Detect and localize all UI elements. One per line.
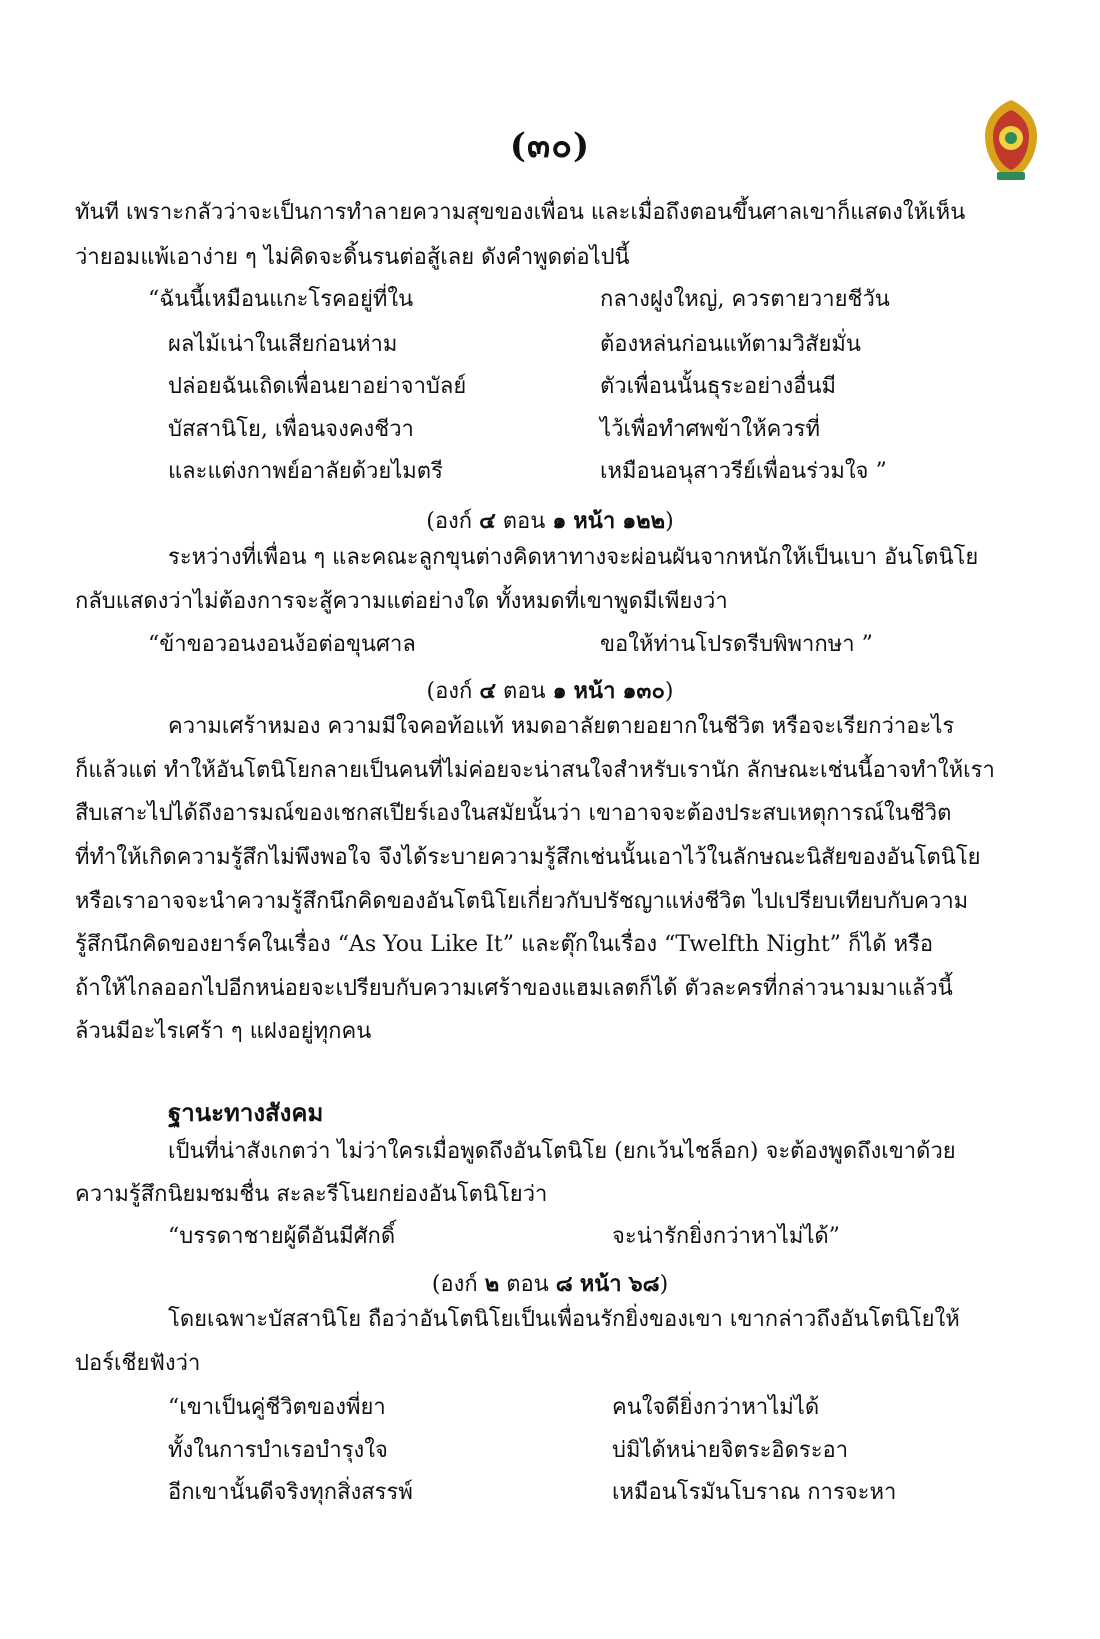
citation-2: (องก์ ๔ ตอน ๑ หน้า ๑๓๐) [426, 678, 674, 704]
intro-line-1: ทันที เพราะกลัวว่าจะเป็นการทำลายความสุขของเพื่อน และเมื่อถึงตอนขึ้นศาลเขาก็แสดงให้เห็น [75, 200, 966, 225]
section-heading: ฐานะทางสังคม [168, 1098, 324, 1127]
para4-line-2: ความรู้สึกนิยมชมชื่น สะละรีโนยกย่องอันโตนิโยว่า [75, 1182, 548, 1207]
poem1-line-1-right: กลางฝูงใหญ่, ควรตายวายชีวัน [600, 287, 890, 312]
para3-line-2: ก็แล้วแต่ ทำให้อันโตนิโยกลายเป็นคนที่ไม่ค่อยจะน่าสนใจสำหรับเรานัก ลักษณะเช่นนี้อาจทำให้เรา [75, 758, 995, 783]
para2-line-1: ระหว่างที่เพื่อน ๆ และคณะลูกขุนต่างคิดหาทางจะผ่อนผันจากหนักให้เป็นเบา อันโตนิโย [168, 545, 979, 570]
poem4-line-1-left: “เขาเป็นคู่ชีวิตของพี่ยา [168, 1395, 386, 1420]
para4-line-1: เป็นที่น่าสังเกตว่า ไม่ว่าใครเมื่อพูดถึงอันโตนิโย (ยกเว้นไชล็อก) จะต้องพูดถึงเขาด้วย [168, 1139, 956, 1164]
poem1-line-2-left: ผลไม้เน่าในเสียก่อนห่าม [168, 332, 398, 357]
poem3-left: “บรรดาชายผู้ดีอันมีศักดิ์ [168, 1224, 396, 1249]
para3-line-5: หรือเราอาจจะนำความรู้สึกนึกคิดของอันโตนิโยเกี่ยวกับปรัชญาแห่งชีวิต ไปเปรียบเทียบกับความ [75, 889, 969, 914]
ministry-emblem-icon [975, 96, 1047, 184]
poem1-line-4-right: ไว้เพื่อทำศพข้าให้ควรที่ [600, 417, 820, 442]
poem4-line-3-right: เหมือนโรมันโบราณ การจะหา [612, 1480, 897, 1505]
para3-line-1: ความเศร้าหมอง ความมีใจคอท้อแท้ หมดอาลัยตายอยากในชีวิต หรือจะเรียกว่าอะไร [168, 714, 955, 739]
poem2-right: ขอให้ท่านโปรดรีบพิพากษา ” [600, 632, 873, 657]
para3-line-3: สืบเสาะไปได้ถึงอารมณ์ของเชกสเปียร์เองในสมัยนั้นว่า เขาอาจจะต้องประสบเหตุการณ์ในชีวิต [75, 801, 952, 826]
poem1-line-3-left: ปล่อยฉันเถิดเพื่อนยาอย่าจาบัลย์ [168, 374, 467, 399]
para3-line-6: รู้สึกนึกคิดของยาร์คในเรื่อง “As You Like It” และตุ๊กในเรื่อง “Twelfth Night” ก็ได้ หรือ [75, 932, 934, 957]
poem1-line-4-left: บัสสานิโย, เพื่อนจงคงชีวา [168, 417, 414, 442]
poem1-line-3-right: ตัวเพื่อนนั้นธุระอย่างอื่นมี [600, 374, 837, 399]
para3-line-4: ที่ทำให้เกิดความรู้สึกไม่พึงพอใจ จึงได้ระบายความรู้สึกเช่นนั้นเอาไว้ในลักษณะนิสัยของอันโตนิโย [75, 845, 981, 870]
para5-line-1: โดยเฉพาะบัสสานิโย ถือว่าอันโตนิโยเป็นเพื่อนรักยิ่งของเขา เขากล่าวถึงอันโตนิโยให้ [168, 1307, 960, 1332]
poem4-line-2-left: ทั้งในการบำเรอบำรุงใจ [168, 1438, 388, 1463]
citation-1: (องก์ ๔ ตอน ๑ หน้า ๑๒๒) [426, 508, 674, 534]
poem1-line-2-right: ต้องหล่นก่อนแท้ตามวิสัยมั่น [600, 332, 861, 357]
para2-line-2: กลับแสดงว่าไม่ต้องการจะสู้ความแต่อย่างใด ทั้งหมดที่เขาพูดมีเพียงว่า [75, 589, 728, 614]
poem4-line-2-right: บ่มิได้หน่ายจิตระอิดระอา [612, 1438, 849, 1463]
poem1-line-1-left: “ฉันนี้เหมือนแกะโรคอยู่ที่ใน [148, 287, 414, 312]
poem3-right: จะน่ารักยิ่งกว่าหาไม่ได้” [612, 1224, 840, 1249]
para5-line-2: ปอร์เชียฟังว่า [75, 1351, 201, 1376]
citation-3: (องก์ ๒ ตอน ๘ หน้า ๖๘) [431, 1271, 669, 1297]
para3-line-8: ล้วนมีอะไรเศร้า ๆ แฝงอยู่ทุกคน [75, 1019, 372, 1044]
intro-line-2: ว่ายอมแพ้เอาง่าย ๆ ไม่คิดจะดิ้นรนต่อสู้เลย ดังคำพูดต่อไปนี้ [75, 245, 630, 270]
poem2-left: “ข้าขอวอนงอนง้อต่อขุนศาล [148, 632, 416, 657]
poem4-line-1-right: คนใจดียิ่งกว่าหาไม่ได้ [612, 1395, 820, 1420]
poem1-line-5-left: และแต่งกาพย์อาลัยด้วยไมตรี [168, 459, 443, 484]
poem4-line-3-left: อีกเขานั้นดีจริงทุกสิ่งสรรพ์ [168, 1480, 413, 1505]
poem1-line-5-right: เหมือนอนุสาวรีย์เพื่อนร่วมใจ ” [600, 459, 887, 484]
page-number: (๓๐) [509, 126, 591, 166]
para3-line-7: ถ้าให้ไกลออกไปอีกหน่อยจะเปรียบกับความเศร้าของแฮมเลตก็ได้ ตัวละครที่กล่าวนามมาแล้วนี้ [75, 976, 953, 1001]
